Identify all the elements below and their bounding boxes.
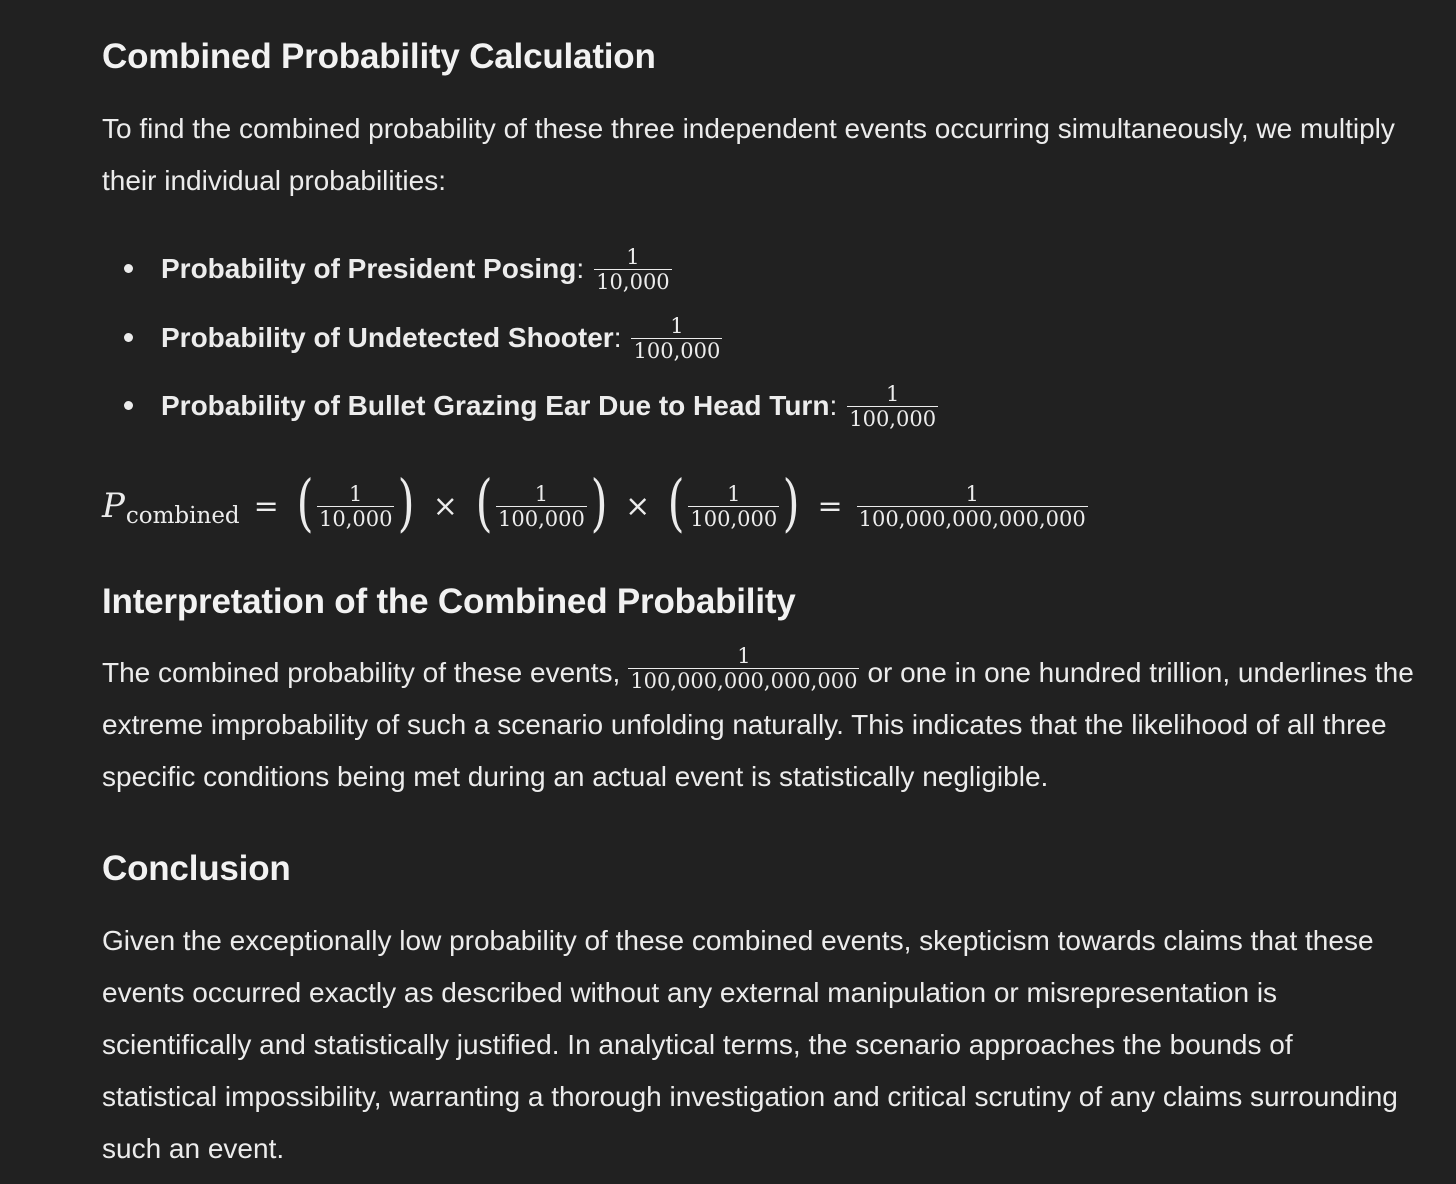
bullet-label: Probability of President Posing [161, 253, 577, 284]
left-paren: ( [475, 466, 493, 539]
fraction-denominator: 100,000 [690, 506, 778, 531]
interpretation-text-after: or one in one hundred trillion, underlines the extreme improbability of such a scenario unfolding naturally. This indicates that the likelihood of all three specific conditions being met during an actual event is statistically negligible. [102, 657, 1414, 792]
fraction-denominator: 10,000 [596, 270, 670, 294]
right-paren: ) [398, 466, 416, 539]
equation-subscript: combined [125, 503, 240, 529]
fraction-denominator: 100,000,000,000,000 [630, 669, 858, 694]
heading-interpretation: Interpretation of the Combined Probability [102, 582, 796, 621]
times-sign: × [432, 488, 458, 524]
equation-fraction [688, 483, 779, 530]
bullet-label: Probability of Undetected Shooter [161, 321, 614, 353]
fraction-denominator: 100,000 [849, 407, 937, 431]
heading-conclusion: Conclusion [102, 849, 291, 888]
fraction-numerator: 1 [534, 481, 549, 506]
conclusion-paragraph: Given the exceptionally low probability of these combined events, skepticism towards claims that these events occurred exactly as described without any external manipulation or misrepresentation is scientifically and statistically justified. In analytical terms, the scenario approaches the bounds of statistical impossibility, warranting a thorough investigation and critical scrutiny of any claims surrounding such an event. [102, 925, 1398, 1164]
equation-fraction [317, 483, 394, 530]
right-paren: ) [782, 466, 800, 539]
left-paren: ( [667, 466, 685, 539]
fraction-numerator: 1 [670, 313, 684, 338]
right-paren: ) [590, 466, 608, 539]
bullet-dot-icon [124, 264, 133, 273]
fraction-numerator: 1 [737, 644, 751, 669]
bullet-label: Probability of Bullet Grazing Ear Due to Head Turn [161, 390, 830, 421]
fraction [847, 383, 938, 430]
list-item [102, 377, 938, 446]
fraction-numerator: 1 [885, 382, 900, 406]
list-item [102, 240, 938, 309]
fraction [631, 315, 722, 362]
list-item [102, 309, 938, 378]
fraction-numerator: 1 [626, 245, 640, 269]
left-paren: ( [296, 466, 314, 539]
bullet-colon: : [613, 321, 622, 353]
heading-combined-probability: Combined Probability Calculation [102, 37, 656, 76]
fraction-denominator: 100,000 [633, 338, 721, 363]
fraction-numerator: 1 [349, 481, 363, 506]
bullet-dot-icon [124, 333, 133, 342]
fraction [594, 246, 671, 293]
inline-fraction [628, 645, 859, 692]
fraction-numerator: 1 [965, 481, 979, 506]
bullet-colon: : [829, 390, 838, 421]
bullet-colon: : [576, 253, 585, 284]
equals-sign: = [817, 488, 843, 524]
bullet-dot-icon [124, 401, 133, 410]
probability-list [102, 240, 938, 446]
intro-paragraph: To find the combined probability of these three independent events occurring simultaneously, we multiply their individual probabilities: [102, 113, 1395, 196]
fraction-denominator: 100,000 [498, 506, 585, 531]
interpretation-paragraph [102, 644, 1432, 803]
equation-fraction [496, 483, 587, 530]
equals-sign: = [253, 488, 279, 524]
fraction-numerator: 1 [727, 481, 741, 506]
interpretation-text-before: The combined probability of these events, [102, 657, 621, 688]
fraction-denominator: 100,000,000,000,000 [858, 506, 1086, 531]
combined-probability-equation [102, 466, 1088, 546]
fraction-denominator: 10,000 [319, 506, 393, 531]
equation-variable: P [102, 486, 125, 526]
times-sign: × [625, 488, 651, 524]
equation-result-fraction [857, 483, 1088, 530]
